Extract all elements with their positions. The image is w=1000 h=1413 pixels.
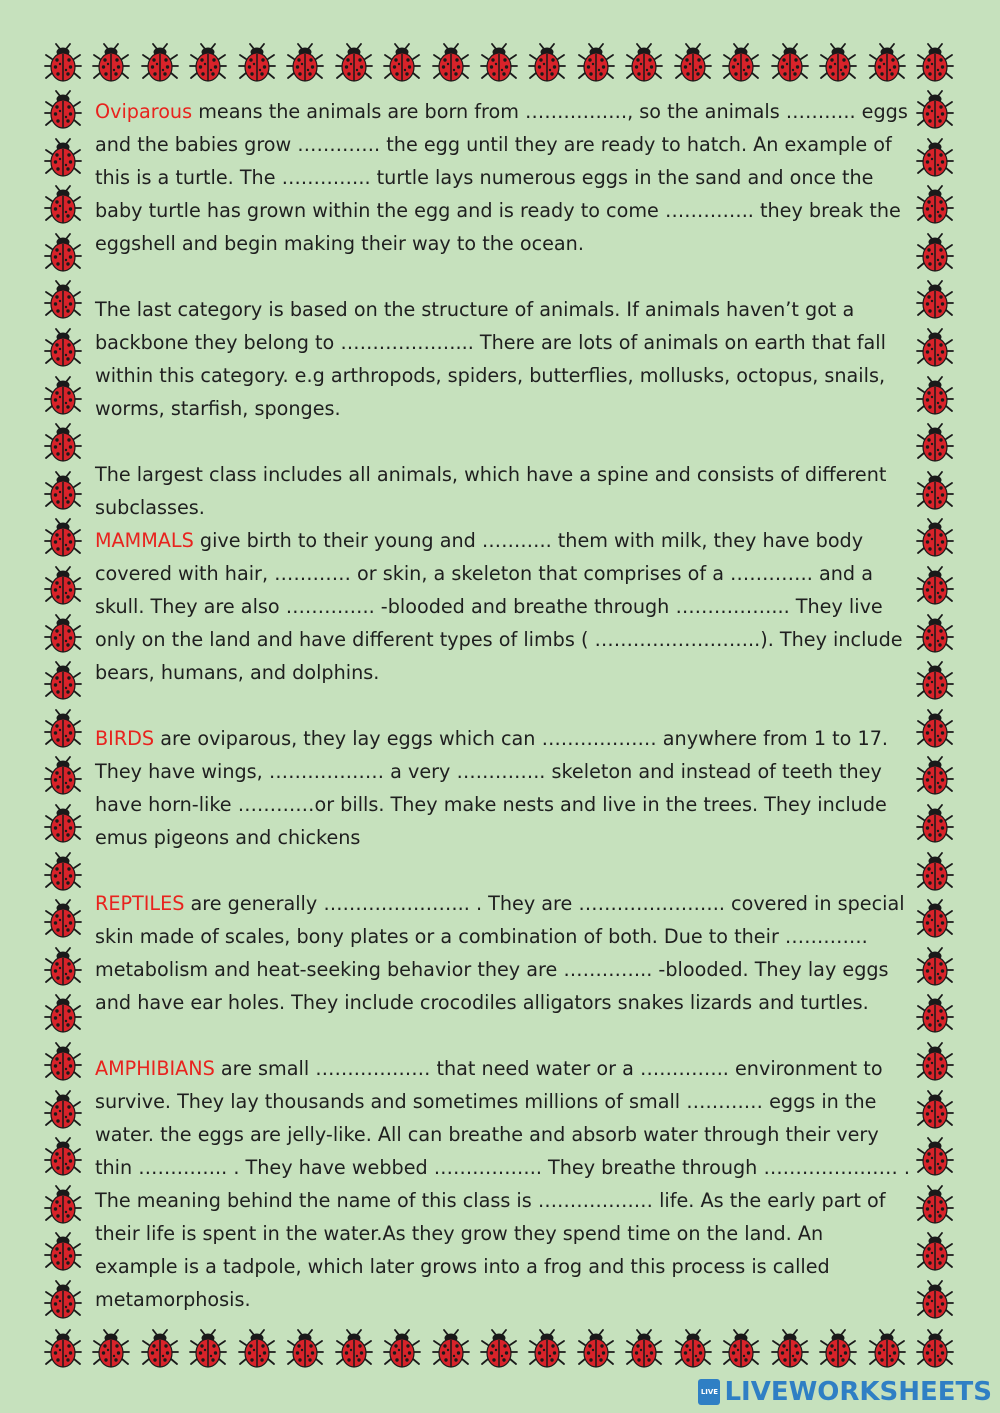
ladybug-icon: [916, 661, 954, 701]
logo-text: LIVEWORKSHEETS: [724, 1377, 992, 1407]
ladybug-icon: [44, 804, 82, 844]
ladybug-icon: [868, 43, 906, 83]
ladybug-icon: [916, 423, 954, 463]
ladybug-icon: [916, 1232, 954, 1272]
ladybug-icon: [383, 43, 421, 83]
ladybug-icon: [819, 43, 857, 83]
ladybug-icon: [916, 518, 954, 558]
ladybug-icon: [916, 947, 954, 987]
ladybug-icon: [44, 1042, 82, 1082]
ladybug-icon: [916, 1280, 954, 1320]
liveworksheets-logo: [698, 1377, 992, 1407]
worksheet-text: [95, 95, 910, 1349]
ladybug-icon: [44, 1280, 82, 1320]
ladybug-icon: [44, 994, 82, 1034]
term-reptiles: REPTILES: [95, 892, 185, 915]
ladybug-icon: [44, 614, 82, 654]
ladybug-icon: [44, 328, 82, 368]
ladybug-icon: [44, 1329, 82, 1369]
ladybug-icon: [44, 233, 82, 273]
ladybug-icon: [44, 423, 82, 463]
ladybug-icon: [44, 471, 82, 511]
ladybug-icon: [528, 43, 566, 83]
ladybug-icon: [916, 614, 954, 654]
ladybug-icon: [916, 233, 954, 273]
ladybug-icon: [44, 947, 82, 987]
ladybug-icon: [916, 185, 954, 225]
ladybug-icon: [916, 471, 954, 511]
ladybug-icon: [44, 756, 82, 796]
ladybug-icon: [92, 43, 130, 83]
paragraph-mammals: MAMMALS give birth to their young and ……….. them with milk, they have body covered with hair, ………… or skin, a skeleton that comprises of a …………. and a skull. They are also ………….. -blooded and breathe through ……………... They live only on the land and have different types of limbs ( ……………………..). They include bears, humans, and dolphins.: [95, 529, 903, 684]
ladybug-icon: [44, 1137, 82, 1177]
ladybug-icon: [916, 1042, 954, 1082]
ladybug-icon: [577, 43, 615, 83]
ladybug-icon: [286, 43, 324, 83]
paragraph-vertebrates: The largest class includes all animals, which have a spine and consists of different subclasses.: [95, 463, 887, 519]
ladybug-icon: [916, 756, 954, 796]
ladybug-icon: [916, 376, 954, 416]
ladybug-icon: [44, 661, 82, 701]
ladybug-icon: [44, 376, 82, 416]
ladybug-icon: [916, 1329, 954, 1369]
ladybug-icon: [916, 804, 954, 844]
ladybug-icon: [44, 280, 82, 320]
ladybug-icon: [916, 566, 954, 606]
ladybug-icon: [44, 852, 82, 892]
ladybug-icon: [44, 90, 82, 130]
ladybug-icon: [44, 566, 82, 606]
paragraph-reptiles: REPTILES are generally ………………….. . They are ………………….. covered in special skin made of scales, bony plates or a combination of both. Due to their …………. metabolism and heat-seeking behavior they are ………….. -blooded. They lay eggs and have ear holes. They include crocodiles alligators snakes lizards and turtles.: [95, 892, 905, 1014]
ladybug-icon: [674, 43, 712, 83]
ladybug-icon: [916, 994, 954, 1034]
ladybug-icon: [480, 43, 518, 83]
paragraph-birds: BIRDS are oviparous, they lay eggs which can ……………… anywhere from 1 to 17. They have wings, ……………… a very ………….. skeleton and instead of teeth they have horn-like …………or bills. They make nests and live in the trees. They include emus pigeons and chickens: [95, 727, 889, 849]
ladybug-icon: [189, 43, 227, 83]
ladybug-icon: [44, 138, 82, 178]
ladybug-icon: [335, 43, 373, 83]
ladybug-icon: [722, 43, 760, 83]
ladybug-icon: [625, 43, 663, 83]
ladybug-icon: [44, 518, 82, 558]
ladybug-icon: [44, 1232, 82, 1272]
ladybug-icon: [44, 709, 82, 749]
ladybug-icon: [916, 90, 954, 130]
ladybug-icon: [44, 43, 82, 83]
ladybug-icon: [916, 1137, 954, 1177]
ladybug-icon: [432, 43, 470, 83]
term-oviparous: Oviparous: [95, 100, 193, 123]
paragraph-invertebrates: The last category is based on the structure of animals. If animals haven’t got a backbone they belong to ………………... There are lots of animals on earth that fall within this category. e.g arthropods, spiders, butterflies, mollusks, octopus, snails, worms, starfish, sponges.: [95, 298, 886, 420]
ladybug-icon: [916, 280, 954, 320]
term-birds: BIRDS: [95, 727, 155, 750]
ladybug-icon: [916, 852, 954, 892]
ladybug-icon: [44, 899, 82, 939]
ladybug-icon: [916, 1185, 954, 1225]
term-amphibians: AMPHIBIANS: [95, 1057, 215, 1080]
ladybug-icon: [916, 43, 954, 83]
paragraph-amphibians: AMPHIBIANS are small ……………… that need water or a ………….. environment to survive. They lay thousands and sometimes millions of small ………… eggs in the water. the eggs are jelly-like. All can breathe and absorb water through their very thin ………….. . They have webbed …………….. They breathe through ………………… . The meaning behind the name of this class is ……………… life. As the early part of their life is spent in the water.As they grow they spend time on the land. An example is a tadpole, which later grows into a frog and this process is called metamorphosis.: [95, 1057, 910, 1311]
ladybug-icon: [916, 1090, 954, 1130]
ladybug-icon: [916, 328, 954, 368]
paragraph-oviparous: Oviparous means the animals are born from ……………., so the animals ……….. eggs and the babies grow …………. the egg until they are ready to hatch. An example of this is a turtle. The ………….. turtle lays numerous eggs in the sand and once the baby turtle has grown within the egg and is ready to come ………….. they break the eggshell and begin making their way to the ocean.: [95, 100, 908, 255]
ladybug-icon: [44, 185, 82, 225]
ladybug-icon: [44, 1090, 82, 1130]
ladybug-icon: [916, 709, 954, 749]
ladybug-icon: [238, 43, 276, 83]
logo-badge: LIVE: [698, 1379, 720, 1405]
ladybug-icon: [44, 1185, 82, 1225]
ladybug-icon: [916, 138, 954, 178]
ladybug-icon: [771, 43, 809, 83]
ladybug-icon: [141, 43, 179, 83]
term-mammals: MAMMALS: [95, 529, 194, 552]
ladybug-icon: [916, 899, 954, 939]
